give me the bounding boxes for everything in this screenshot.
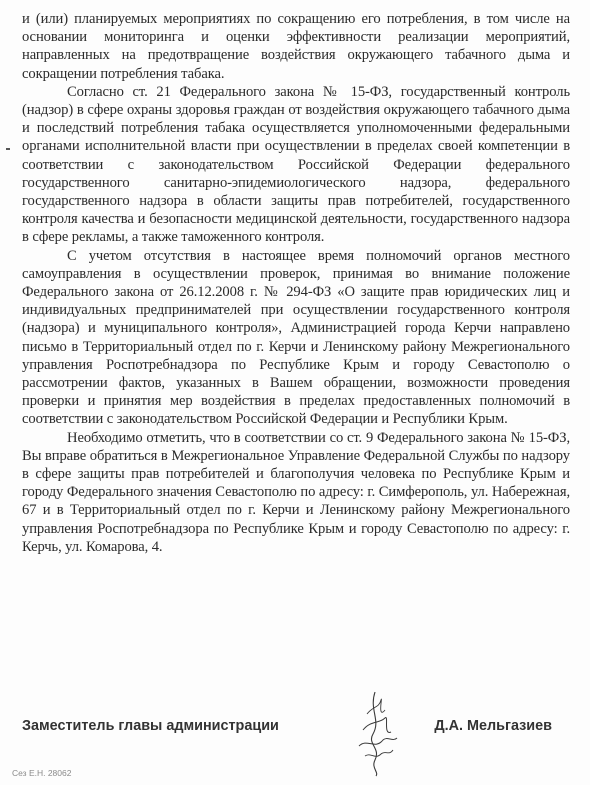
paragraph-right-to-appeal: Необходимо отметить, что в соответствии со ст. 9 Федерального закона № 15-ФЗ, Вы вправе обратиться в Межрегиональное Управление Федеральной Службы по надзору в сфере защиты прав потребителей и благополучия человека по Республике Крым и городу Федерального значения Севастополю по адресу: г. Симферополь, ул. Набережная, 67 и в Территориальный отдел по г. Керчи и Ленинскому району Межрегионального управления Роспотребнадзора по Республике Крым и городу Севастополю по адресу: г. Керчь, ул. Комарова, 4. xyxy=(22,429,570,555)
executor-note: Сез Е.Н. 28062 xyxy=(12,768,72,778)
signature-block xyxy=(22,718,570,742)
paragraph-local-government: С учетом отсутствия в настоящее время полномочий органов местного самоуправления в осуществлении проверок, принимая во внимание положение Федерального закона от 26.12.2008 г. № 294-ФЗ «О защите прав юридических лиц и индивидуальных предпринимателей при осуществлении государственного контроля (надзора) и муниципального контроля», Администрацией города Керчи направлено письмо в Территориальный отдел по г. Керчи и Ленинскому району Межрегионального управления Роспотребнадзора по Республике Крым и городу Севастополю о рассмотрении фактов, указанных в Вашем обращении, возможности проведения проверки и принятия мер воздействия в пределах предоставленных полномочий в соответствии с законодательством Российской Федерации и Республики Крым. xyxy=(22,247,570,428)
handwritten-signature xyxy=(345,690,405,778)
letter-body xyxy=(22,10,570,556)
signer-name: Д.А. Мельгазиев xyxy=(434,718,552,734)
paragraph-state-control: Согласно ст. 21 Федерального закона № 15-ФЗ, государственный контроль (надзор) в сфере охраны здоровья граждан от воздействия окружающего табачного дыма и последствий потребления табака осуществляется уполномоченными федеральными органами исполнительной власти при осуществлении в пределах своей компетенции в соответствии с законодательством Российской Федерации федерального государственного санитарно-эпидемиологического надзора, федерального государственного надзора в области защиты прав потребителей, государственного контроля качества и безопасности медицинской деятельности, государственного надзора в сфере рекламы, а также таможенного контроля. xyxy=(22,83,570,246)
signer-position: Заместитель главы администрации xyxy=(22,718,279,734)
scan-speck xyxy=(6,148,10,150)
paragraph-continuation: и (или) планируемых мероприятиях по сокращению его потребления, в том числе на основании мониторинга и оценки эффективности реализации мероприятий, направленных на предотвращение воздействия окружающего табачного дыма и сокращении потребления табака. xyxy=(22,11,570,82)
